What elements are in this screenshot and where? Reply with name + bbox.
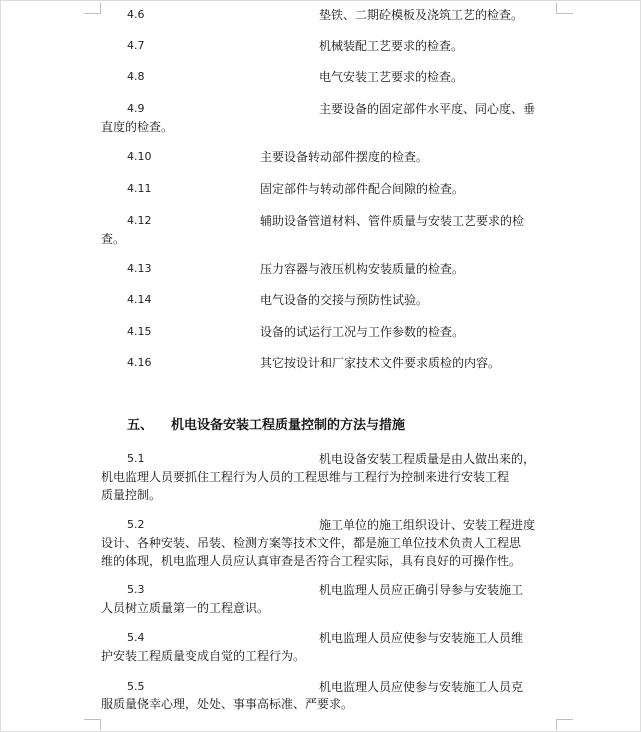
paragraph-line: 机电监理人员要抓住工程行为人员的工程思维与工程行为控制来进行安装工程 xyxy=(101,470,510,484)
paragraph-line: 设计、各种安装、吊装、检测方案等技术文件，都是施工单位技术负责人工程思 xyxy=(101,536,522,550)
paragraph-first-line: 机电监理人员应使参与安装施工人员维 xyxy=(319,631,524,645)
item-text: 电气设备的交接与预防性试验。 xyxy=(260,293,429,307)
item-number: 5.2 xyxy=(127,518,145,531)
item-number: 5.5 xyxy=(127,680,145,693)
paragraph-line: 质量控制。 xyxy=(101,488,162,502)
item-text: 固定部件与转动部件配合间隙的检查。 xyxy=(260,182,465,196)
paragraph-first-line: 机电监理人员应正确引导参与安装施工 xyxy=(319,583,524,597)
item-number: 5.1 xyxy=(127,452,145,465)
item-number: 5.4 xyxy=(127,631,145,644)
item-text: 压力容器与液压机构安装质量的检查。 xyxy=(260,262,465,276)
crop-mark-bottom-right xyxy=(556,719,573,730)
item-number: 4.13 xyxy=(127,262,152,275)
paragraph-line: 护安装工程质量变成自觉的工程行为。 xyxy=(101,649,306,663)
item-text: 机械装配工艺要求的检查。 xyxy=(319,39,464,53)
section-heading: 机电设备安装工程质量控制的方法与措施 xyxy=(171,418,406,433)
item-text: 其它按设计和厂家技术文件要求质检的内容。 xyxy=(260,356,501,370)
item-text-continuation: 查。 xyxy=(101,232,126,246)
crop-mark-top-right xyxy=(556,3,573,14)
crop-mark-top-left xyxy=(84,3,101,14)
item-number: 5.3 xyxy=(127,583,145,596)
item-number: 4.8 xyxy=(127,70,145,83)
item-text: 设备的试运行工况与工作参数的检查。 xyxy=(260,325,465,339)
item-number: 4.14 xyxy=(127,293,152,306)
item-number: 4.9 xyxy=(127,102,145,115)
item-number: 4.11 xyxy=(127,182,152,195)
paragraph-first-line: 机电设备安装工程质量是由人做出来的， xyxy=(319,452,536,466)
item-text: 电气安装工艺要求的检查。 xyxy=(319,70,464,84)
item-text-continuation: 直度的检查。 xyxy=(101,120,174,134)
item-text: 辅助设备管道材料、管件质量与安装工艺要求的检 xyxy=(260,214,525,228)
crop-mark-bottom-left xyxy=(84,719,101,730)
paragraph-first-line: 机电监理人员应使参与安装施工人员克 xyxy=(319,680,524,694)
item-number: 4.7 xyxy=(127,39,145,52)
section-number: 五、 xyxy=(127,418,154,433)
paragraph-first-line: 施工单位的施工组织设计、安装工程进度 xyxy=(319,518,536,532)
item-text: 主要设备转动部件摆度的检查。 xyxy=(260,150,429,164)
item-number: 4.6 xyxy=(127,8,145,21)
paragraph-line: 人员树立质量第一的工程意识。 xyxy=(101,601,270,615)
item-text: 垫铁、二期砼模板及浇筑工艺的检查。 xyxy=(319,8,524,22)
item-number: 4.16 xyxy=(127,356,152,369)
item-text: 主要设备的固定部件水平度、同心度、垂 xyxy=(319,102,536,116)
item-number: 4.12 xyxy=(127,214,152,227)
paragraph-line: 服质量侥幸心理，处处、事事高标准、严要求。 xyxy=(101,697,354,711)
item-number: 4.15 xyxy=(127,325,152,338)
paragraph-line: 维的体现，机电监理人员应认真审查是否符合工程实际，具有良好的可操作性。 xyxy=(101,554,522,568)
item-number: 4.10 xyxy=(127,150,152,163)
